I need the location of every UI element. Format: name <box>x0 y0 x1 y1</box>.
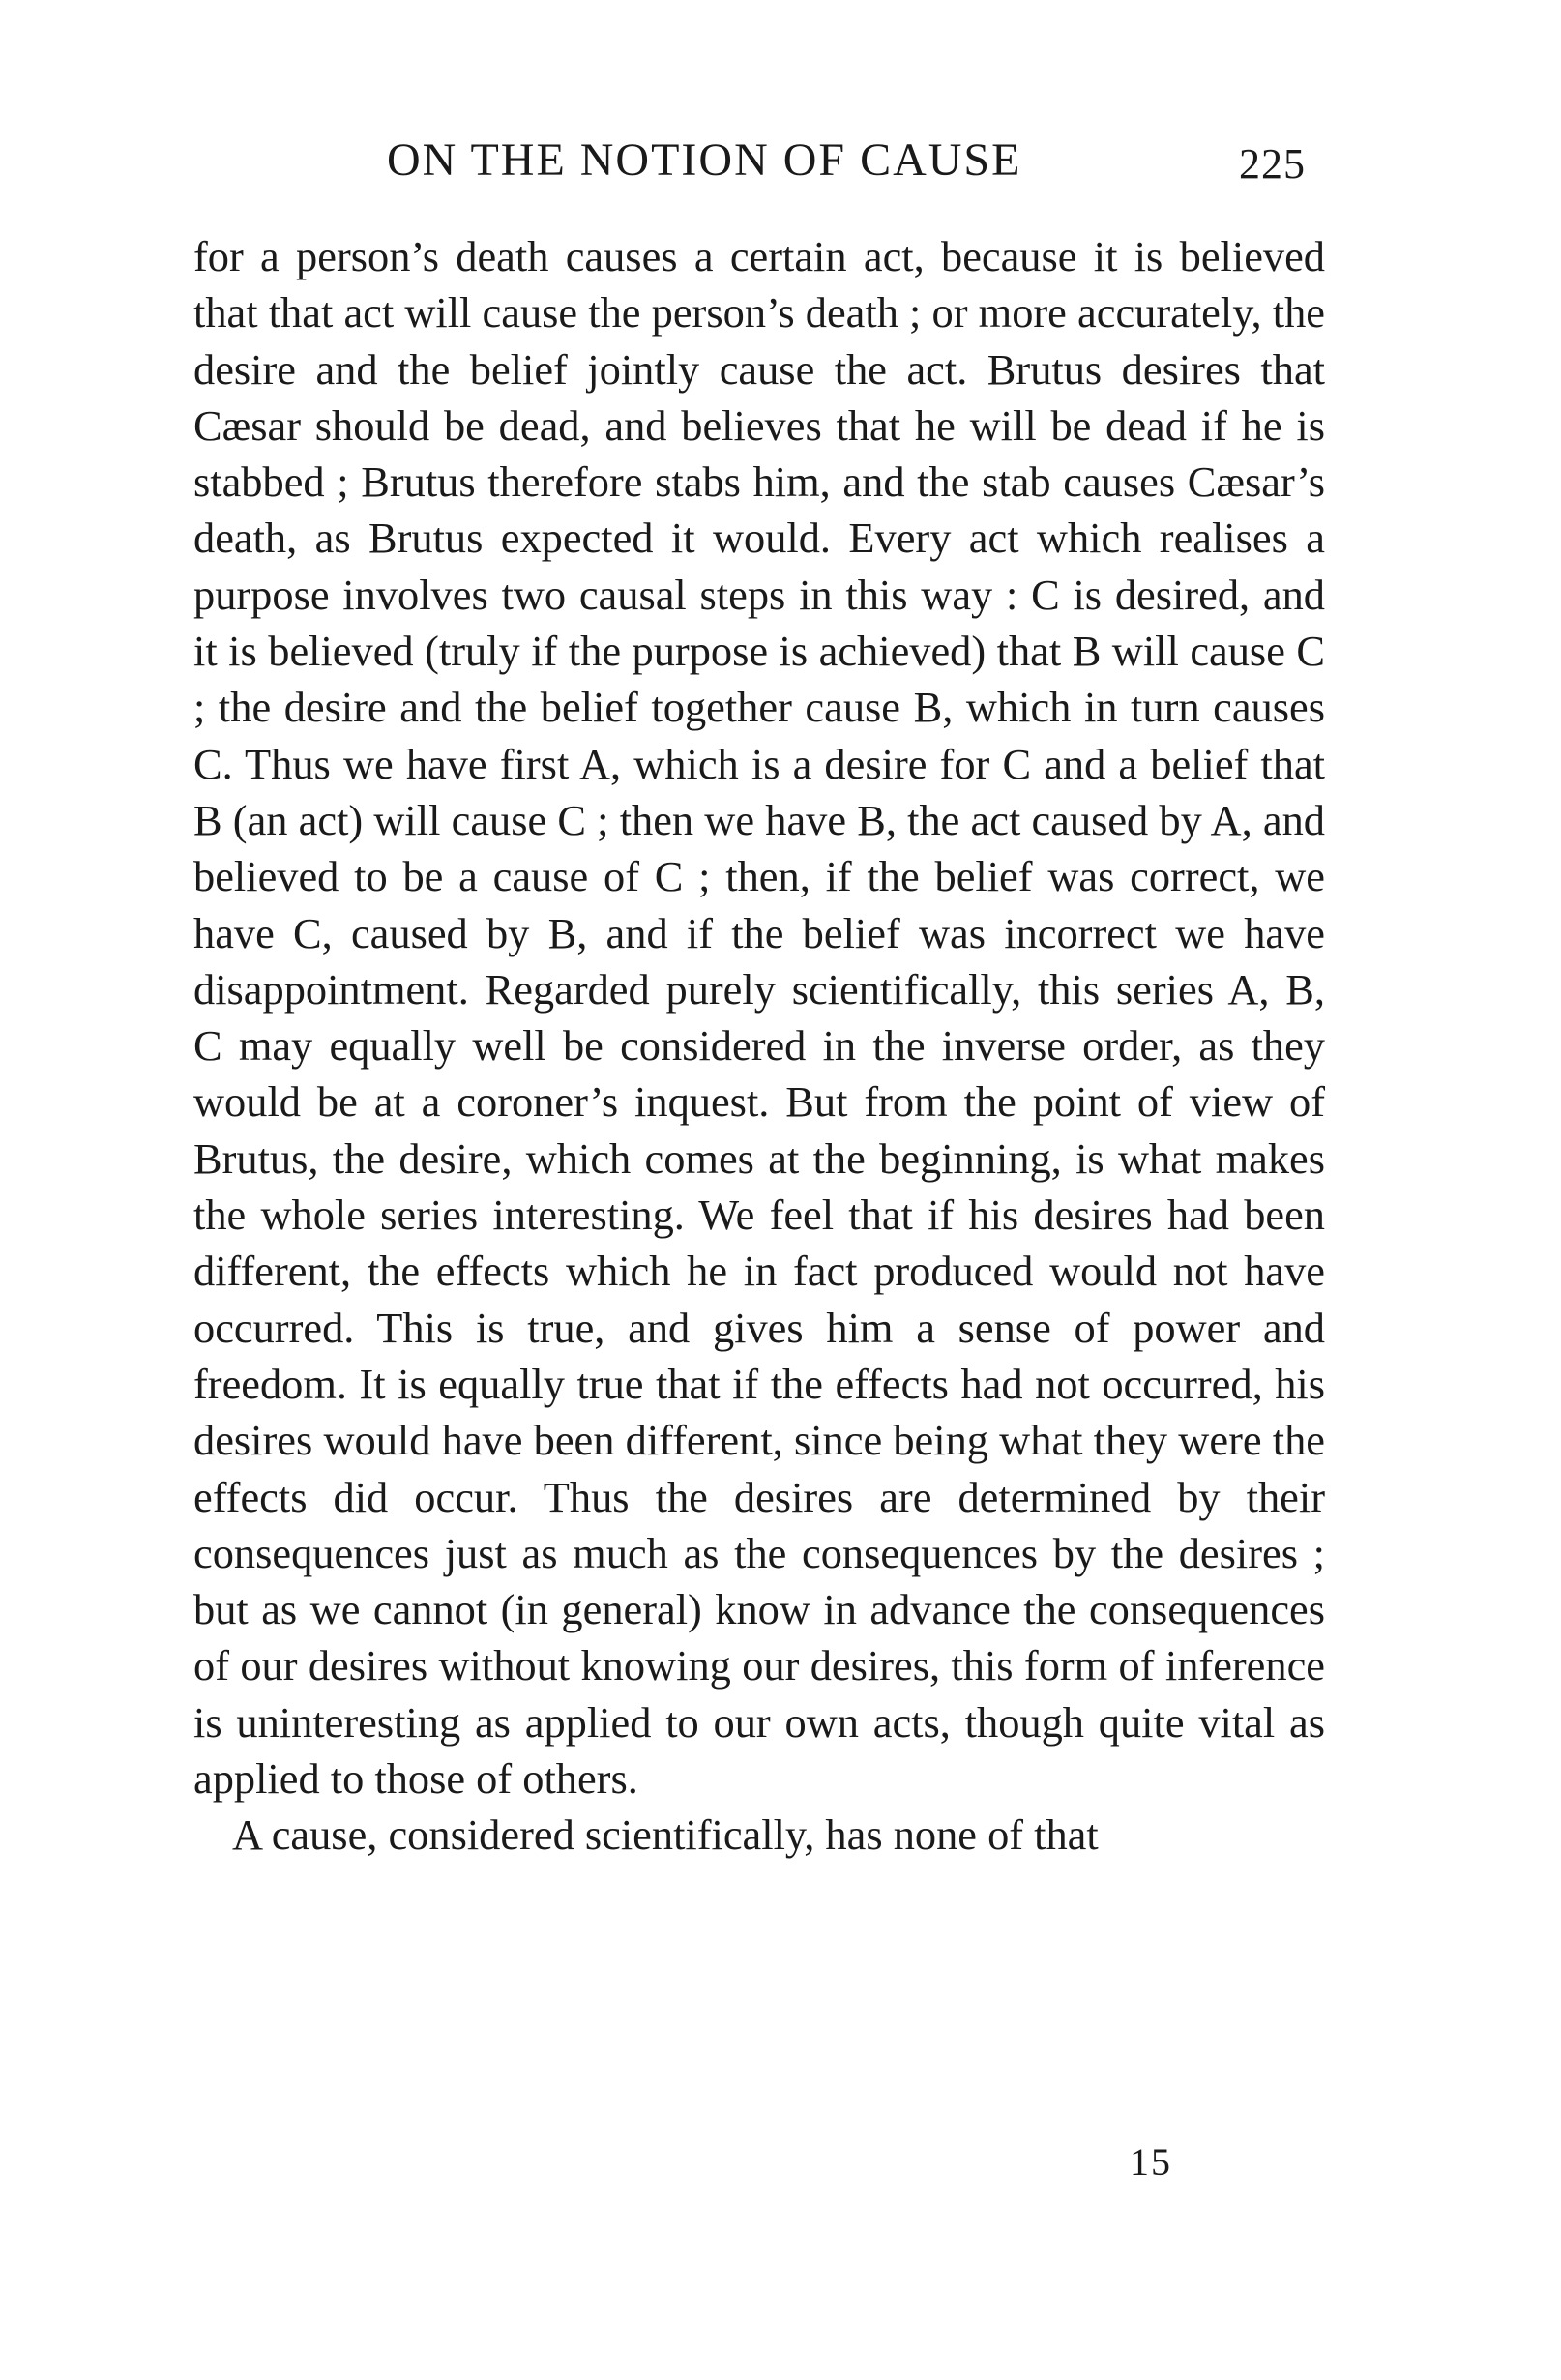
paragraph-new: A cause, considered scientifically, has none of that <box>232 1810 1099 1860</box>
running-head <box>193 133 1335 191</box>
paragraph-continued: for a person’s death causes a certain act, because it is believed that that act will cause the person’s death ; or more accurately, the desire and the belief jointly cause the act. Brutus desires that Cæsar should be dead, and believes that he will be dead if he is stabbed ; Brutus therefore stabs him, and the stab causes Cæsar’s death, as Brutus expected it would. Every act which realises a purpose involves two causal steps in this way : C is desired, and it is believed (truly if the purpose is achieved) that B will cause C ; the desire and the belief together cause B, which in turn causes C. Thus we have first A, which is a desire for C and a belief that B (an act) will cause C ; then we have B, the act caused by A, and believed to be a cause of C ; then, if the belief was correct, we have C, caused by B, and if the belief was incorrect we have disappointment. Regarded purely scientifically, this series A, B, C may equally well be considered in the inverse order, as they would be at a coroner’s inquest. But from the point of view of Brutus, the desire, which comes at the beginning, is what makes the whole series interesting. We feel that if his desires had been different, the effects which he in fact produced would not have occurred. This is true, and gives him a sense of power and freedom. It is equally true that if the effects had not occurred, his desires would have been different, since being what they were the effects did occur. Thus the desires are determined by their consequences just as much as the consequences by the desires ; but as we cannot (in general) know in advance the consequences of our desires without knowing our desires, this form of inference is uninteresting as applied to our own acts, though quite vital as applied to those of others. <box>193 232 1325 1804</box>
page-number: 225 <box>1239 140 1306 188</box>
running-title: ON THE NOTION OF CAUSE <box>387 134 1022 186</box>
signature-mark: 15 <box>1130 2140 1172 2184</box>
body-text <box>193 228 1325 1864</box>
